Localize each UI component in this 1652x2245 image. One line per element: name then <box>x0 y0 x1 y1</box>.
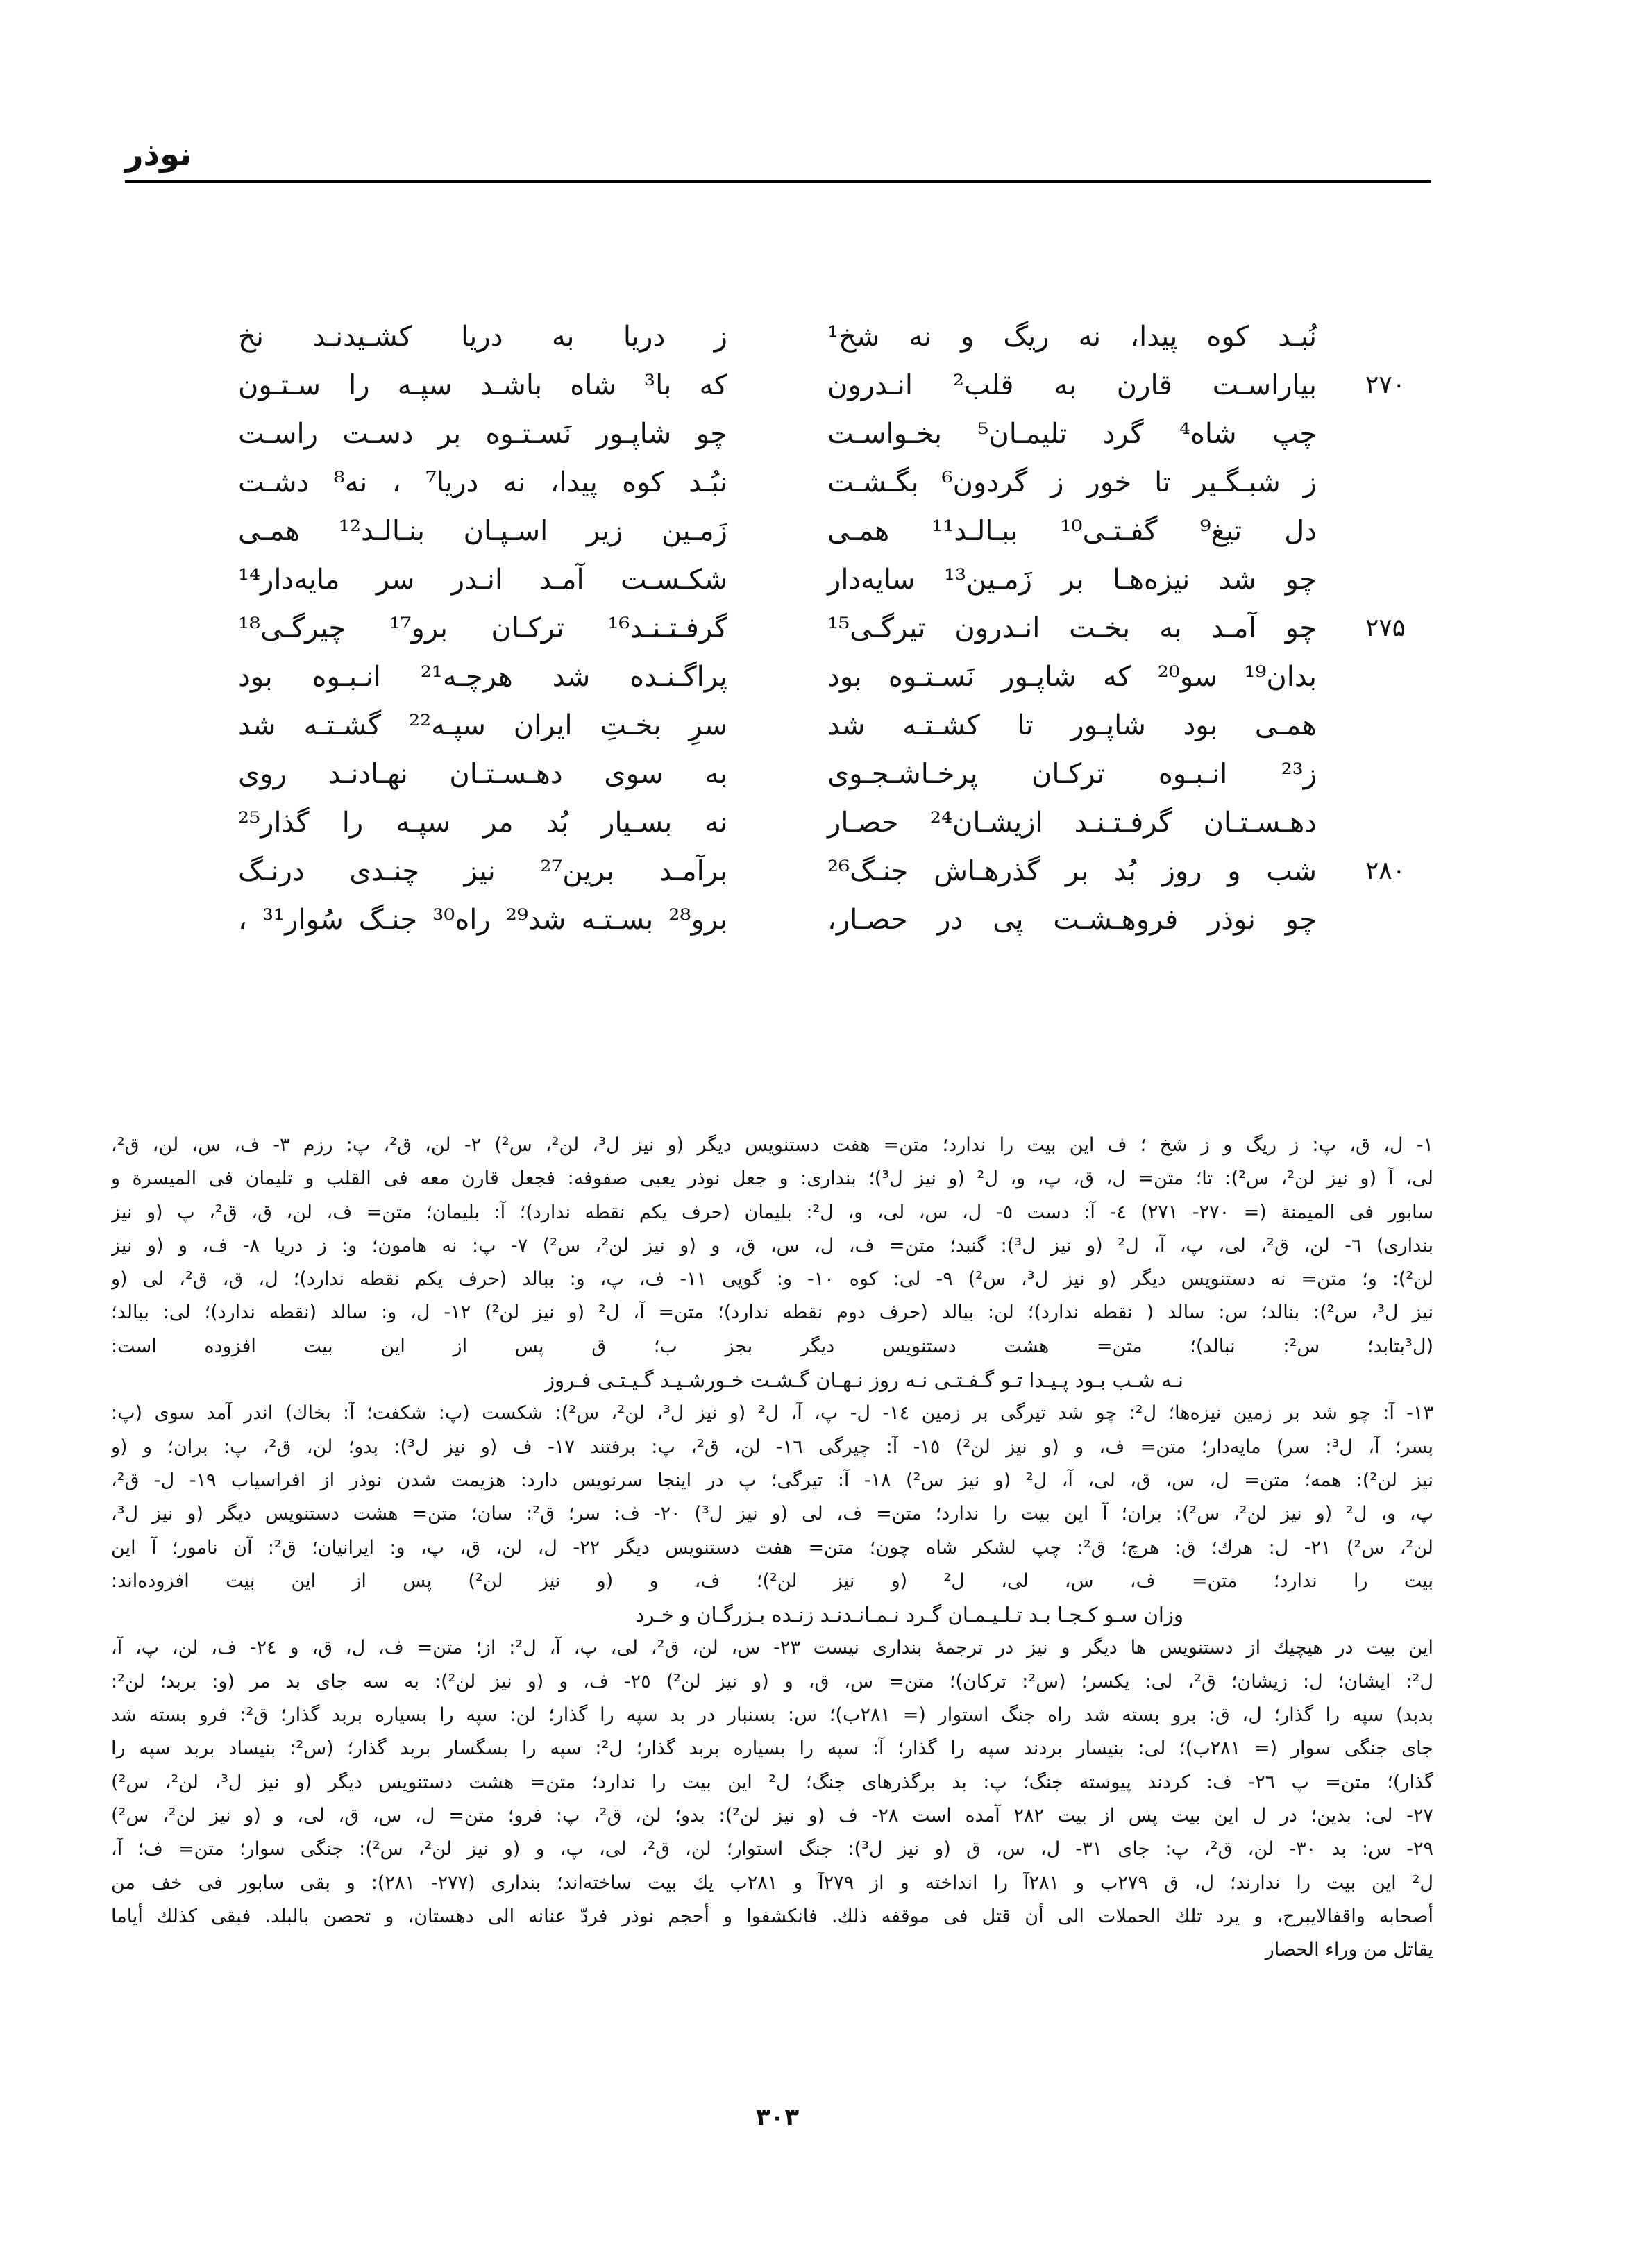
hemistich-second: برآمـد برین²⁷ نیز چنـدی درنـگ <box>238 855 727 887</box>
poem-bayt <box>0 361 1652 410</box>
hemistich-first: ز²³ انـبـوه ترکـان پرخـاشـجـوی <box>827 758 1317 790</box>
footnote-line: گذار)؛ متن= پ ٢٦- ف: کردند پیوسته جنگ؛ پ: بد برگذرهای جنگ؛ ل² این بیت را ندارد؛ متن= هشت دستنویس دیگر (و نیز ل³، لن²، س²) <box>111 1771 1433 1793</box>
verse-number <box>1350 312 1406 361</box>
hemistich-second: برو²⁸ بسـتـه شد²⁹ راه³⁰ جنـگ سُوار³¹ ، <box>238 904 727 936</box>
footnote-line: بیت را ندارد؛ متن= ف، س، لی، ل² (و نیز لن²)؛ ف، و (و نیز لن²) پس از این بیت افزوده‌اند: <box>111 1570 1433 1592</box>
footnote-line: ل² این بیت را ندارند؛ ل، ق ٢٧٩ب و ٢٨١آ را انداخته و از ٢٧٩آ و ٢٨١ب یك بیت ساخته‌اند؛ بنداری (٢٧٧- ٢٨١): و بقی سابور فی خف من <box>111 1872 1433 1894</box>
footnote-line: نیز لن²): همه؛ متن= ل، س، ق، لی، آ، ل² (و نیز س²) ١٨- آ: تیرگی؛ پ در اینجا سرنویس دارد: هزیمت شدن نوذر از افراسیاب ١٩- ل- ق²، <box>111 1469 1433 1491</box>
running-head-title: نوذر <box>125 135 192 173</box>
hemistich-first: چپ شاه⁴ گرد تلیمـان⁵ بخـواسـت <box>827 418 1317 450</box>
footnote-line: ٢٧- لی: بدین؛ در ل این بیت پس از بیت ٢٨٢ آمده است ٢٨- ف (و نیز لن²): بدو؛ لن، ق²، پ: فرو؛ متن= ل، س، ق، لی، و (و نیز لن²، س²) <box>111 1804 1433 1826</box>
hemistich-first: بدان¹⁹ سو²⁰ که شاپـور نَسـتـوه بود <box>827 661 1317 693</box>
verse-number <box>1350 507 1406 555</box>
hemistich-first: چو شد نیزه‌هـا بر زَمـین¹³ سایه‌دار <box>827 564 1317 596</box>
hemistich-second: پراگـنـده شد هرچـه²¹ انـبـوه بود <box>238 661 727 693</box>
hemistich-first: بیاراسـت قارن به قلب² انـدرون <box>827 369 1317 401</box>
footnotes-apparatus <box>111 1129 1433 1967</box>
footnote-line: لن²): و؛ متن= نه دستنویس دیگر (و نیز ل³، س²) ٩- لی: کوه ١٠- و: گویی ١١- ف، پ، و: ببالد (حرف یکم نقطه ندارد)؛ ل، ق، ق²، لی (و <box>111 1268 1433 1290</box>
footnote-line: لی، آ (و نیز لن²، س²): تا؛ متن= ل، ق، پ، و، ل² (و نیز ل³)؛ بنداری: و جعل نوذر یعبی صفوفه: فجعل قارن معه فی القلب و تلیمان فی المیسرة و <box>111 1168 1433 1190</box>
hemistich-second: که با³ شاه باشـد سپـه را سـتـون <box>238 369 727 401</box>
verse-number <box>1350 410 1406 458</box>
poem-bayt <box>0 847 1652 896</box>
poem-bayt <box>0 555 1652 604</box>
poem-bayt <box>0 896 1652 944</box>
footnote-line: ل²: ایشان؛ ل: زیشان؛ ق²، لی: یکسر؛ (س²: ترکان)؛ متن= س، ق، و (و نیز لن²) ٢٥- ف، و (و نیز لن²): به سه جای بد مر (و: بربد؛ لن²: <box>111 1670 1433 1692</box>
footnote-line: جای جنگی سوار (= ٢٨١ب)؛ لی: بنیسار بردند سپه را گذار؛ آ: سپه را بسیاره بربد گذار؛ ل²: سپه را بسگسار بربد گذار؛ (س²: بنیساد بربد سپه را <box>111 1738 1433 1760</box>
hemistich-first: نُبـد کوه پیدا، نه ریگ و نه شخ¹ <box>827 321 1317 353</box>
footnote-added-verse: وزان سـو کـجـا بـد تـلـیـمـان گـرد نـمـانـدنـد زنـده بـزرگـان و خـرد <box>635 1603 1183 1627</box>
hemistich-second: گرفـتـنـد¹⁶ ترکـان برو¹⁷ چیرگـی¹⁸ <box>238 612 727 644</box>
verse-number: ۲۷۰ <box>1365 371 1406 399</box>
poem-bayt <box>0 458 1652 507</box>
hemistich-second: ز دریا به دریا کشـیدنـد نخ <box>238 321 727 353</box>
verse-number <box>1350 750 1406 798</box>
hemistich-second: به سوی دهـسـتـان نهـادنـد روی <box>238 758 727 790</box>
footnote-line: ١٣- آ: چو شد بر زمین نیزه‌ها؛ ل²: چو شد تیرگی بر زمین ١٤- ل- پ، آ، ل² (و نیز ل³، لن²، س²): شکست (پ: شکفت؛ آ: بخاك) اندر آمد سوی (پ: <box>111 1402 1433 1424</box>
poem-bayt <box>0 410 1652 458</box>
hemistich-first: شب و روز بُد بر گذرهـاش جنـگ²⁶ <box>827 855 1317 887</box>
footnote-line: أصحابه واقفالایبرح، و یرد تلك الحملات الی أن قتل فی موقفه ذلك. فانکشفوا و أحجم نوذر فردّ عنانه الی دهستان، و تحصن بالبلد. فبقی کذلك أیاما <box>111 1905 1433 1927</box>
footnote-line: سابور فی المیمنة (= ٢٧٠- ٢٧١) ٤- آ: دست ٥- ل، س، لی، و، ل²: بلیمان (حرف یکم نقطه ندارد)؛ آ: بلیمان؛ متن= ف، لن، ق، ق²، پ (و نیز <box>111 1201 1433 1223</box>
verse-number <box>1350 798 1406 847</box>
poem-bayt <box>0 701 1652 750</box>
hemistich-second: شکـسـت آمـد انـدر سر مایه‌دار¹⁴ <box>238 564 727 596</box>
verse-number <box>1350 653 1406 701</box>
poem-bayt <box>0 653 1652 701</box>
poem-bayt <box>0 750 1652 798</box>
footnote-line: ١- ل، ق، پ: ز ریگ و ز شخ ؛ ف این بیت را ندارد؛ متن= هفت دستنویس دیگر (و نیز ل³، لن²، س²) ٢- لن، ق²، پ: رزم ٣- ف، س، لن، ق²، <box>111 1134 1433 1156</box>
footnote-line: ٢٩- س: بد ٣٠- لن، ق²، پ: جای ٣١- ل، س، ق (و نیز ل³): جنگ استوار؛ لن، ق²، لی، پ، و (و نیز لن²، س²): جنگی سوار؛ متن= ف؛ آ، <box>111 1838 1433 1860</box>
hemistich-first: دل تیغ⁹ گفـتـی¹⁰ ببـالـد¹¹ همـی <box>827 515 1317 547</box>
hemistich-first: چو نوذر فروهـشـت پی در حصـار، <box>827 904 1317 936</box>
hemistich-first: ز شبـگـیر تا خور ز گردون⁶ بگـشـت <box>827 466 1317 498</box>
footnote-line: این بیت در هیچیك از دستنویس ها دیگر و نیز در ترجمهٔ بنداری نیست ٢٣- س، لن، ق²، لی، پ، آ، ل²: از؛ متن= ف، ل، ق، و ٢٤- ف، لن، پ، آ، <box>111 1637 1433 1659</box>
poem-bayt <box>0 798 1652 847</box>
page-number: ۳۰۳ <box>755 2103 800 2131</box>
verse-number <box>1350 701 1406 750</box>
hemistich-first: همـی بود شاپـور تا کشـتـه شد <box>827 709 1317 741</box>
verse-number <box>1350 896 1406 944</box>
footnote-line: لن²، س²) ٢١- ل: هرك؛ ق: هرچ؛ ق²: چپ لشکر شاه چون؛ متن= هفت دستنویس دیگر ٢٢- ل، لن، ق، پ، و: ایرانیان؛ ق²: آن نامور؛ آ این <box>111 1536 1433 1558</box>
hemistich-second: سرِ بخـتِ ایران سپـه²² گشـتـه شد <box>238 709 727 741</box>
hemistich-first: دهـسـتـان گرفـتـنـد ازیشـان²⁴ حصـار <box>827 807 1317 839</box>
footnote-line: بدبد) سپه را گذار؛ ل، ق: برو بسته شد راه جنگ استوار (= ٢٨١ب)؛ س: بسنبار در بد سپه را گذار؛ لن: سپه را بسیاره بربد گذار؛ ق²: فرو بسته شد <box>111 1704 1433 1726</box>
verse-number: ۲۷۵ <box>1365 614 1406 642</box>
footnote-line: بنداری) ٦- لن، ق²، لی، پ، آ، ل² (و نیز ل³): گنبد؛ متن= ف، ل، س، ق، و (و نیز لن²، س²) ٧- پ: نه هامون؛ و: ز دریا ٨- ف، و (و نیز <box>111 1234 1433 1256</box>
verse-number <box>1350 555 1406 604</box>
poem-bayt <box>0 312 1652 361</box>
footnote-line: بسر؛ آ، ل³: سر) مایه‌دار؛ متن= ف، و (و نیز لن²) ١٥- آ: چیرگی ١٦- لن، ق²، پ: برفتند ١٧- ف (و نیز ل³): بدو؛ لن، ق²، پ: بران؛ و (و <box>111 1436 1433 1458</box>
poem-bayt <box>0 507 1652 555</box>
hemistich-second: نه بسـیار بُد مر سپـه را گذار²⁵ <box>238 807 727 839</box>
hemistich-first: چو آمـد به بخـت انـدرون تیرگـی¹⁵ <box>827 612 1317 644</box>
verse-number: ۲۸۰ <box>1365 857 1406 885</box>
hemistich-second: زَمـین زیر اسـپـان بنـالـد¹² همـی <box>238 515 727 547</box>
footnote-line: پ، و، ل² (و نیز لن²، س²): بران؛ آ این بیت را ندارد؛ متن= ف، لی (و نیز ل³) ٢٠- ف: سر؛ ق²: سان؛ متن= هشت دستنویس دیگر (و نیز ل³، <box>111 1503 1433 1525</box>
hemistich-second: نبُـد کوه پیدا، نه دریا⁷ ، نه⁸ دشـت <box>238 466 728 498</box>
verse-number <box>1350 458 1406 507</box>
footnote-line: یقاتل من وراء الحصار <box>1265 1939 1433 1961</box>
header-rule <box>125 180 1431 183</box>
poem-bayt <box>0 604 1652 653</box>
footnote-added-verse: نـه شـب بـود پـیـدا تـو گـفـتـی نـه روز نـهـان گـشـت خـورشـیـد گـیـتـی فـروز <box>545 1368 1183 1393</box>
hemistich-second: چو شاپـور نَسـتـوه بر دسـت راسـت <box>238 418 727 450</box>
footnote-line: نیز ل³، س²): بنالد؛ س: سالد ( نقطه ندارد)؛ لن: ببالد (حرف دوم نقطه ندارد)؛ متن= آ، ل² (و نیز لن²) ١٢- ل، و: سالد (نقطه ندارد)؛ لی: ببالد؛ <box>111 1302 1433 1324</box>
footnote-line: (ل³بتابد؛ س²: نبالد)؛ متن= هشت دستنویس دیگر بجز ب؛ ق پس از این بیت افزوده است: <box>111 1335 1433 1357</box>
